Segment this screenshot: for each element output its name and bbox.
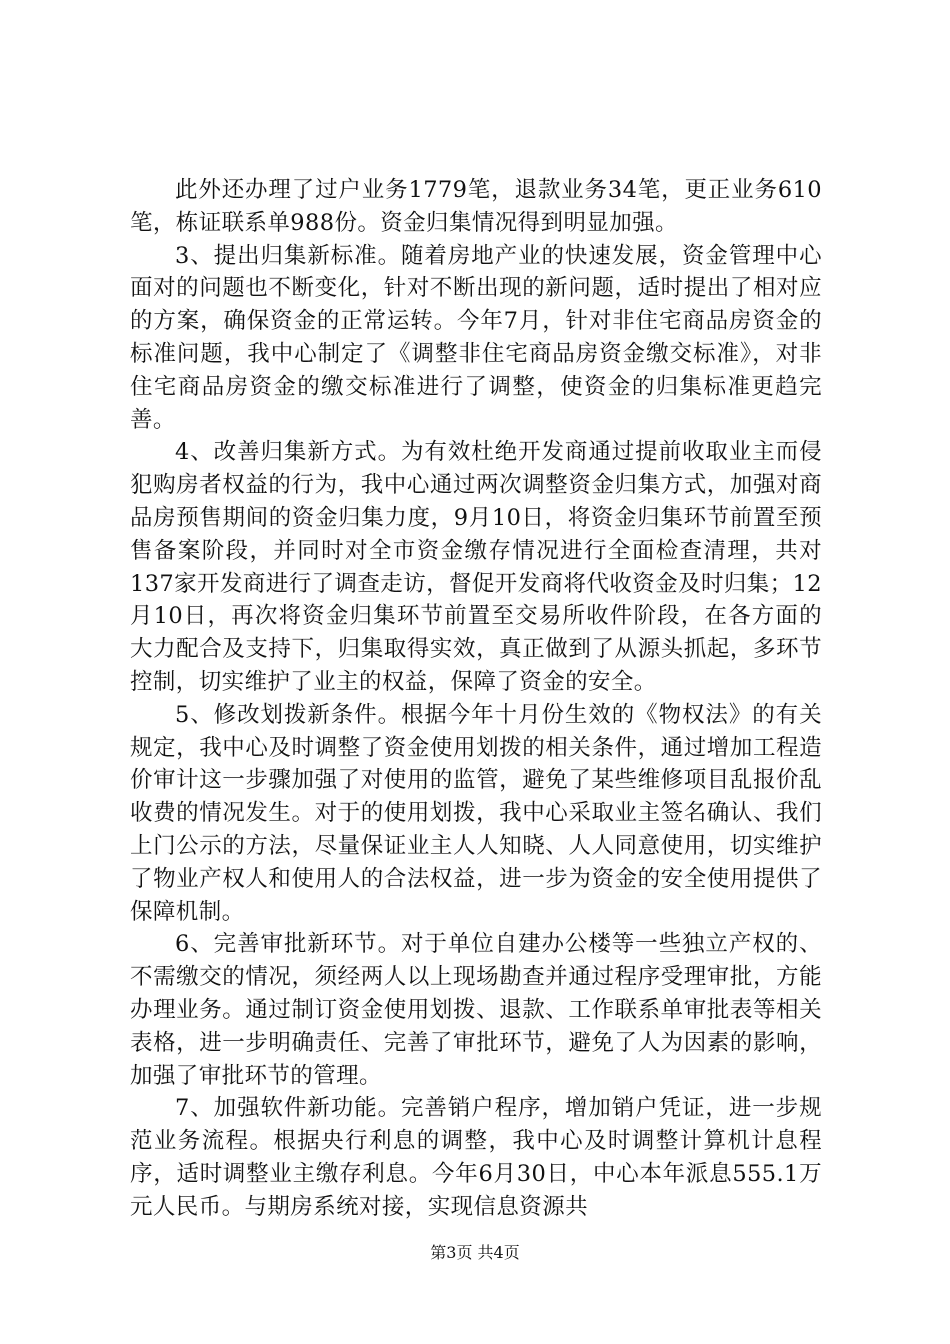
- page-number-footer: 第3页 共4页: [430, 1243, 520, 1262]
- document-body: [130, 174, 822, 1224]
- paragraph-approval-process: 6、完善审批新环节。对于单位自建办公楼等一些独立产权的、不需缴交的情况，须经两人以上现场勘查并通过程序受理审批，方能办理业务。通过制订资金使用划拨、退款、工作联系单审批表等相关表格，进一步明确责任、完善了审批环节，避免了人为因素的影响，加强了审批环节的管理。: [130, 931, 822, 1089]
- paragraph-software-functions: 7、加强软件新功能。完善销户程序，增加销户凭证，进一步规范业务流程。根据央行利息的调整，我中心及时调整计算机计息程序，适时调整业主缴存利息。今年6月30日，中心本年派息555.1万元人民币。与期房系统对接，实现信息资源共: [130, 1095, 822, 1220]
- paragraph-allocation-conditions: 5、修改划拨新条件。根据今年十月份生效的《物权法》的有关规定，我中心及时调整了资金使用划拨的相关条件，通过增加工程造价审计这一步骤加强了对使用的监管，避免了某些维修项目乱报价乱收费的情况发生。对于的使用划拨，我中心采取业主签名确认、我们上门公示的方法，尽量保证业主人人知晓、人人同意使用，切实维护了物业产权人和使用人的合法权益，进一步为资金的安全使用提供了保障机制。: [130, 701, 822, 925]
- paragraph-collection-standard: 3、提出归集新标准。随着房地产业的快速发展，资金管理中心面对的问题也不断变化，针对不断出现的新问题，适时提出了相对应的方案，确保资金的正常运转。今年7月，针对非住宅商品房资金的标准问题，我中心制定了《调整非住宅商品房资金缴交标准》，对非住宅商品房资金的缴交标准进行了调整，使资金的归集标准更趋完善。: [130, 242, 822, 433]
- paragraph-transfer-summary: 此外还办理了过户业务1779笔，退款业务34笔，更正业务610笔，栋证联系单988份。资金归集情况得到明显加强。: [130, 177, 822, 236]
- paragraph-collection-method: 4、改善归集新方式。为有效杜绝开发商通过提前收取业主而侵犯购房者权益的行为，我中心通过两次调整资金归集方式，加强对商品房预售期间的资金归集力度，9月10日，将资金归集环节前置至预售备案阶段，并同时对全市资金缴存情况进行全面检查清理，共对137家开发商进行了调查走访，督促开发商将代收资金及时归集；12月10日，再次将资金归集环节前置至交易所收件阶段，在各方面的大力配合及支持下，归集取得实效，真正做到了从源头抓起，多环节控制，切实维护了业主的权益，保障了资金的安全。: [130, 439, 822, 695]
